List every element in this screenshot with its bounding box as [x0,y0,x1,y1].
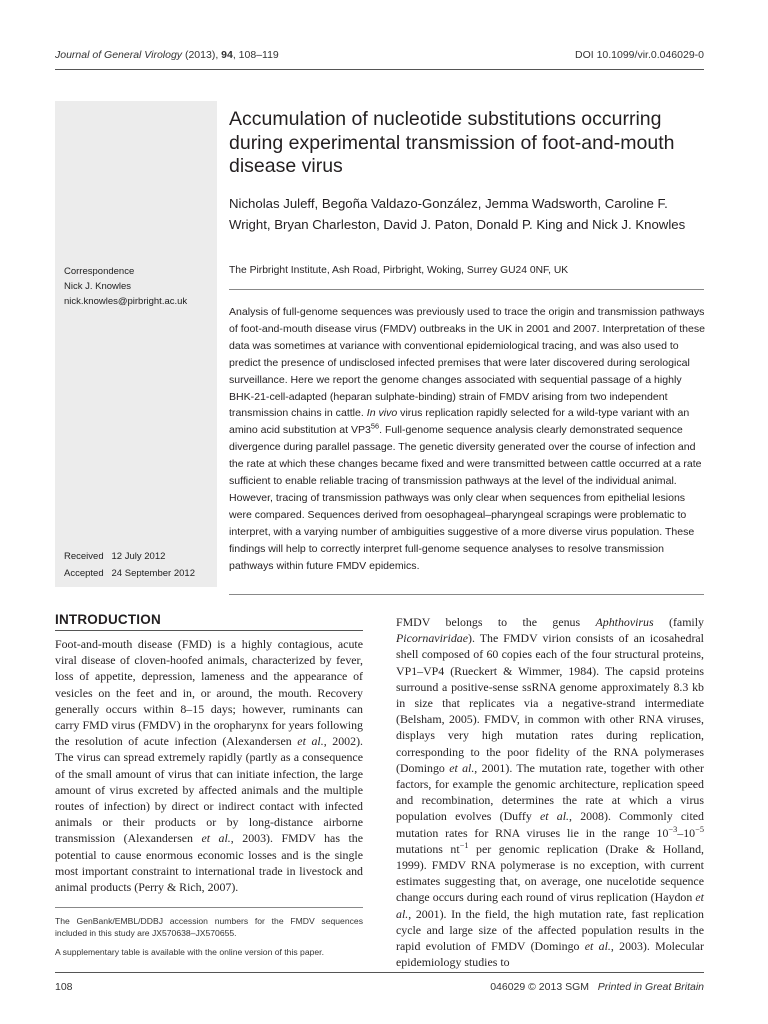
abstract-text-2: virus replication rapidly selected for a wild-type variant with an amino acid substitution at VP3 [229,407,690,437]
citation-etal: et al. [297,734,324,749]
journal-year: (2013), [182,49,222,61]
body-text: , 2001). The mutation rate, together with other factors, for example the genomic architecture, replication speed and recombination, determines the rate at which a virus population evolves (Duffy [396,760,704,824]
footer-divider [55,972,704,973]
abstract-bottom-rule [229,594,704,595]
header-divider [55,69,704,70]
body-text: , 2001). In the field, the high mutation rate, fast replication cycle and large size of the affected population results in the rapid evolution of FMDV (Domingo [396,906,704,954]
footnote-accession: The GenBank/EMBL/DDBJ accession numbers for the FMDV sequences included in this study are JX570638–JX570655. [55,916,363,938]
citation-etal: et al. [396,890,704,921]
journal-name: Journal of General Virology [55,49,183,61]
exponent: −5 [695,824,704,834]
body-text: , 2002). The virus can spread extremely rapidly (partly as a consequence of the small amount of virus that can initiate infection, the large amount of virus excreted by affected animals and the multiple routes of infection) by direct or indirect contact with infected animals or their products or by long-distance airborne transmission (Alexandersen [55,734,364,846]
body-text: per genomic replication (Drake & Holland, 1999). FMDV RNA polymerase is no exception, with current estimates suggesting that, on average, one nucelotide sequence change occurs during each round of virus replication (Haydon [396,841,705,905]
body-text: FMDV belongs to the genus [396,615,596,629]
printed-in-text: Printed in Great Britain [597,981,704,993]
received-date: Received 12 July 2012 [64,551,166,562]
family-name: Picornaviridae [396,631,468,646]
abstract-superscript: 56 [370,421,380,431]
copyright-text: 046029 © 2013 SGM [490,981,590,993]
article-title: Accumulation of nucleotide substitutions occurring during experimental transmission of foot-and-mouth disease virus [229,108,675,177]
citation-etal: et al. [201,831,231,846]
body-text: , 2003). Molecular epidemiology studies to [396,939,705,970]
body-text: , 2008). Commonly cited mutation rates for RNA viruses lie in the range 10 [396,809,705,840]
citation-etal: et al. [584,939,611,954]
body-text: (family [653,615,704,629]
correspondence-name: Nick J. Knowles [64,281,132,292]
exponent: −3 [668,824,678,834]
citation-etal: et al. [449,760,475,775]
abstract-top-rule [229,289,704,290]
page-number: 108 [55,981,73,993]
body-column-left [55,636,363,895]
abstract [229,304,707,575]
footnote-rule [55,907,363,908]
body-text: Foot-and-mouth disease (FMD) is a highly contagious, acute viral disease of cloven-hoofed animals, characterized by fever, loss of appetite, depression, lameness and the appearance of vesicles on the feet and in, or around, the mouth. Recovery generally occurs within 8–15 days; however, ruminants can carry FMD virus (FMDV) in the oropharynx for years following the resolution of acute infection (Alexandersen [55,637,363,749]
doi[interactable]: DOI 10.1099/vir.0.046029-0 [574,49,704,61]
journal-citation [55,49,279,61]
body-text: mutations nt [396,841,460,856]
footer-copyright [490,981,704,993]
correspondence-email[interactable]: nick.knowles@pirbright.ac.uk [64,296,188,307]
correspondence-label: Correspondence [64,266,135,277]
abstract-text-3: . Full-genome sequence analysis clearly demonstrated sequence divergence during parallel passage. The genetic diversity generated over the course of infection and the rate at which these changes became fixed and were transmitted between cattle occurred at a rate sufficient to enable reliable tracing of transmission pathways at the level of the individual animal. However, tracing of transmission pathways was only clear when sequences from epithelial lesions were compared. Sequences derived from oesophageal–pharyngeal scrapings were problematic to interpret, with a varying number of ambiguities suggestive of a more diverse virus population. These findings will help to correctly interpret full-genome sequence analyses to resolve transmission pathways within future FMDV epidemics. [229,424,702,572]
journal-volume: 94 [221,49,233,61]
footnote-supplementary: A supplementary table is available with the online version of this paper. [55,947,324,957]
affiliation: The Pirbright Institute, Ash Road, Pirbright, Woking, Surrey GU24 0NF, UK [229,265,569,276]
body-text: ). The FMDV virion consists of an icosahedral shell composed of 60 copies each of the four structural proteins, VP1–VP4 (Rueckert & Wimmer, 1984). The capsid proteins surround a positive-sense ssRNA genome approximately 8.3 kb in size that replicates via a negative-strand intermediate (Belsham, 2005). FMDV, in common with other RNA viruses, displays very high mutation rates during replication, corresponding to the poor fidelity of the RNA polymerases (Domingo [396,631,704,775]
body-text: –10 [677,825,696,840]
body-column-right [396,614,704,970]
section-heading-introduction: INTRODUCTION [55,612,161,627]
article-authors: Nicholas Juleff, Begoña Valdazo-González, Jemma Wadsworth, Caroline F. Wright, Bryan Charleston, David J. Paton, Donald P. King and Nick J. Knowles [229,196,686,232]
genus-name: Aphthovirus [595,615,654,629]
abstract-in-vivo: In vivo [366,407,398,420]
body-text: , 2003). FMDV has the potential to cause enormous economic losses and is the single most important constraint to international trade in livestock and animal products (Perry & Rich, 2007). [55,831,363,895]
citation-etal: et al. [540,809,570,824]
accepted-date: Accepted 24 September 2012 [64,568,195,579]
exponent: −1 [459,840,469,850]
abstract-text-1: Analysis of full-genome sequences was previously used to trace the origin and transmission pathways of foot-and-mouth disease virus (FMDV) outbreaks in the UK in 2001 and 2007. Interpretation of these data was sometimes at variance with conventional epidemiological tracing, and was also used to predict the presence of undisclosed infected premises that were later discovered during serological surveillance. Here we report the genome changes associated with sequential passage of a highly BHK-21-cell-adapted (heparan sulphate-binding) strain of FMDV arising from two independent transmission chains in cattle. [229,306,706,420]
sidebar-panel [55,101,217,587]
section-heading-rule [55,630,363,631]
journal-pages: , 108–119 [232,49,279,61]
